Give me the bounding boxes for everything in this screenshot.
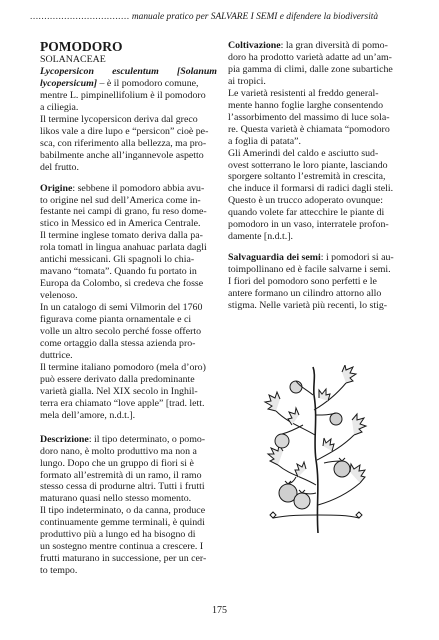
intro-line: – è il pomodoro comune,	[97, 77, 199, 89]
intro-paragraph	[40, 66, 217, 174]
origin-line: figurava come pianta ornamentale e ci	[40, 314, 192, 326]
cultivation-label: Coltivazione	[228, 40, 281, 51]
origin-line: antichi messicani. Gli spagnoli lo chia-	[40, 254, 195, 266]
origin-label: Origine	[40, 182, 73, 194]
origin-line: : sebbene il pomodoro abbia avu-	[72, 182, 205, 194]
origin-line: duttrice.	[40, 349, 73, 361]
intro-line: mentre L. pimpinellifolium è il pomodoro	[40, 89, 206, 101]
seed-saving-line: antere formano un cilindro attorno allo	[228, 288, 382, 300]
cultivation-paragraph	[228, 40, 406, 243]
description-line: doro nano, è molto produttivo ma non a	[40, 445, 197, 457]
cultivation-line: : la gran diversità di pomo-	[280, 40, 388, 51]
seed-saving-line: : i pomodori si au-	[320, 252, 394, 264]
origin-line: Il termine italiano pomodoro (mela d’oro)	[40, 361, 206, 373]
intro-line: sca, con riferimento alla bellezza, ma pro-	[40, 137, 207, 149]
origin-line: varietà gialla. Nel XIX secolo in Inghil-	[40, 385, 198, 397]
description-paragraph	[40, 434, 217, 577]
seed-saving-line: toimpollinano ed è facile salvarne i semi.	[228, 264, 391, 276]
origin-line: mela dell’amore, n.d.t.].	[40, 409, 136, 421]
seed-saving-label: Salvaguardia dei semi	[228, 252, 321, 264]
description-line: maturano quasi nello stesso momento.	[40, 493, 192, 505]
description-line: un sostegno mentre continua a crescere. I	[40, 541, 204, 553]
cultivation-line: quando volete far attecchire le piante di	[228, 207, 385, 219]
running-header	[30, 10, 430, 24]
cultivation-line: l’assorbimento del massimo di luce sola-	[228, 111, 390, 123]
cultivation-line: ai tropici.	[228, 75, 266, 87]
cultivation-line: Le varietà resistenti al freddo general-	[228, 87, 379, 99]
origin-line: Il termine inglese tomato deriva dalla pa-	[40, 230, 203, 242]
origin-line: In un catalogo di semi Vilmorin del 1760	[40, 302, 203, 314]
intro-line: babilmente anche all’ingannevole aspetto	[40, 149, 204, 161]
entry-title: POMODORO	[40, 39, 123, 54]
cultivation-line: re. Questa varietà è chiamata “pomodoro	[228, 123, 390, 135]
description-line: stesso cessa di produrne altri. Tutti i frutti	[40, 481, 205, 493]
origin-line: volle un altro secolo perché fosse offerto	[40, 326, 202, 338]
cultivation-line: pomodoro in un vaso, interratele profon-	[228, 219, 389, 231]
seed-saving-line: stigma. Nelle varietà più recenti, lo stig-	[228, 300, 388, 312]
intro-line: a ciliegia.	[40, 101, 79, 113]
seed-saving-line: I fiori del pomodoro sono perfetti e le	[228, 276, 377, 288]
description-line: Il tipo indeterminato, o da canna, produce	[40, 505, 206, 517]
intro-line: del frutto.	[40, 161, 79, 173]
cultivation-line: sporgere soltanto l’estremità in crescita,	[228, 171, 386, 183]
cultivation-line: mente hanno foglie larghe consentendo	[228, 99, 384, 111]
right-column	[228, 40, 406, 312]
description-line: formato all’estremità di un ramo, il ramo	[40, 469, 202, 481]
cultivation-line: Questo è un trucco adoperato ovunque:	[228, 195, 383, 207]
cultivation-line: che induce il formarsi di radici dagli steli.	[228, 183, 394, 195]
description-line: produttivo più a lungo ed ha bisogno di	[40, 529, 196, 541]
cultivation-line: a foglia di patata”.	[228, 135, 301, 147]
cultivation-line: Gli Amerindi del caldo e asciutto sud-	[228, 147, 379, 159]
description-line: lungo. Dopo che un gruppo di fiori si è	[40, 457, 194, 469]
origin-line: mavano “tomata”. Quando fu portato in	[40, 266, 197, 278]
origin-line: Europa da Colombo, si credeva che fosse	[40, 278, 204, 290]
description-line: continuamente gemme terminali, è quindi	[40, 517, 205, 529]
origin-line: stico in Messico ed in America Centrale.	[40, 218, 201, 230]
left-column	[40, 40, 217, 577]
intro-line: likos vale a dire lupo e “persicon” cioè pe-	[40, 125, 209, 137]
intro-line: Il termine lycopersicon deriva dal greco	[40, 113, 198, 125]
header-title: manuale pratico per SALVARE I SEMI e difendere la biodiversità	[131, 12, 379, 22]
origin-line: to origine nel sud dell’America come in-	[40, 194, 201, 206]
description-line: frutti maturano in successione, per un cer-	[40, 553, 207, 565]
origin-paragraph	[40, 183, 217, 422]
cultivation-line: doro ha prodotto varietà adatte ad un’am-	[228, 51, 392, 63]
tomato-plant-illustration	[258, 365, 368, 533]
cultivation-line: pia gamma di climi, dalle zone subartiche	[228, 63, 393, 75]
origin-line: terra era chiamato “love apple” [trad. lett.	[40, 397, 205, 409]
description-line: : il tipo determinato, o pomo-	[88, 433, 206, 445]
cultivation-line: ovest sotterrano le loro piante, lasciando	[228, 159, 388, 171]
origin-line: festante nei campi di grano, fu reso dome-	[40, 206, 207, 218]
origin-line: rola tomatl in lingua anahuac parlata dagli	[40, 242, 207, 254]
header-leader-dots: ...................................	[30, 12, 130, 22]
origin-line: come ortaggio dalla stessa azienda pro-	[40, 337, 196, 349]
description-line: to tempo.	[40, 565, 78, 577]
seed-saving-paragraph	[228, 252, 406, 312]
species-name: Lycopersicon esculentum [Solanum lycopersicum]	[40, 66, 217, 89]
description-label: Descrizione	[40, 433, 89, 445]
cultivation-line: damente [n.d.t.].	[228, 231, 293, 243]
page-number: 175	[212, 605, 227, 616]
entry-family: SOLANACEAE	[40, 54, 106, 65]
origin-line: può essere derivato dalla predominante	[40, 373, 195, 385]
origin-line: velenoso.	[40, 290, 78, 302]
